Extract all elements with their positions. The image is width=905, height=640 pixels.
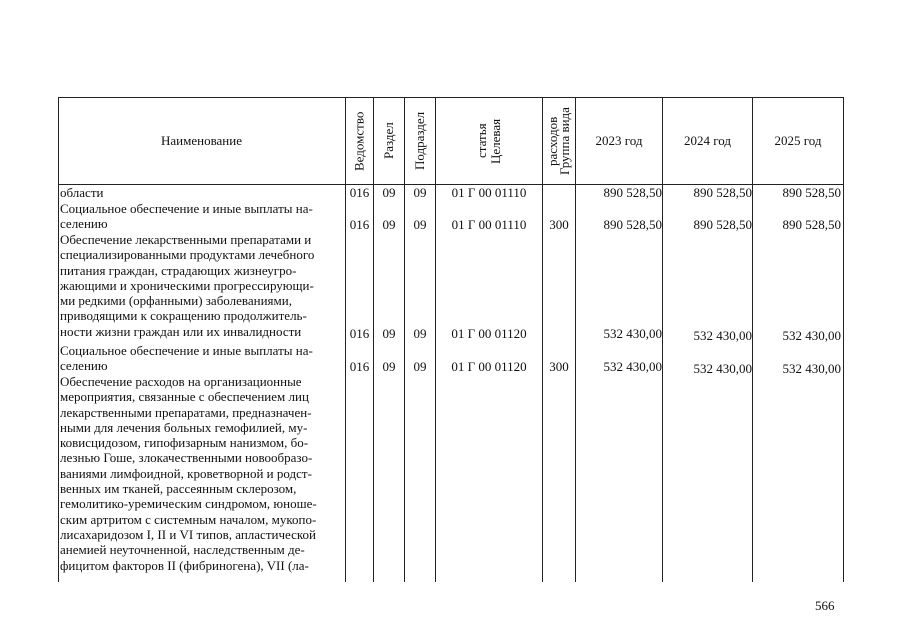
cell-celevaya: 01 Г 00 01120 (451, 359, 527, 374)
row-name-line: Социальное обеспечение и иные выплаты на- (60, 343, 313, 358)
row-name-line: приводящими к сокращению продолжитель- (60, 308, 307, 324)
row-name-line: лезнью Гоше, злокачественными новообразо- (60, 450, 313, 466)
row-name (60, 185, 344, 200)
row-name-line: ским артритом с системным началом, мукопо- (60, 511, 317, 527)
cell-podrazdel: 09 (413, 217, 427, 232)
cell-celevaya: 01 Г 00 01110 (451, 185, 527, 200)
cell-vedomstvo: 016 (349, 217, 370, 232)
row-name (60, 232, 344, 339)
cell-2025: 890 528,50 (782, 185, 841, 200)
row-name-line: ными для лечения больных гемофилией, му- (60, 419, 308, 435)
cell-2023: 532 430,00 (603, 326, 662, 341)
row-name-line: селению (60, 216, 108, 232)
col-border (843, 97, 844, 582)
row-name-line: селению (60, 358, 108, 374)
row-name-line: Социальное обеспечение и иные выплаты на- (60, 201, 313, 216)
cell-2023: 890 528,50 (603, 185, 662, 200)
header-celevaya-line1: Целевая (488, 118, 503, 164)
cell-gruppa: 300 (549, 359, 569, 374)
header-name: Наименование (161, 133, 242, 148)
cell-2024: 532 430,00 (693, 361, 752, 376)
cell-2025: 532 430,00 (782, 361, 841, 376)
cell-podrazdel: 09 (413, 326, 427, 341)
header-celevaya (436, 101, 542, 181)
header-2024: 2024 год (684, 133, 731, 148)
cell-celevaya: 01 Г 00 01110 (451, 217, 527, 232)
cell-vedomstvo: 016 (349, 359, 370, 374)
cell-2024: 890 528,50 (693, 217, 752, 232)
cell-razdel: 09 (382, 359, 396, 374)
row-name-line: фицитом факторов II (фибриногена), VII (ла- (60, 557, 309, 573)
page-number: 566 (815, 598, 835, 613)
cell-gruppa: 300 (549, 217, 569, 232)
cell-podrazdel: 09 (413, 185, 427, 200)
header-2025: 2025 год (774, 133, 822, 148)
header-podrazdel: Подраздел (412, 111, 427, 171)
cell-podrazdel: 09 (413, 359, 427, 374)
header-gruppa-line1: Группа вида (557, 107, 572, 175)
header-celevaya-line2: статья (474, 123, 489, 159)
row-name (60, 374, 344, 573)
budget-table (58, 97, 844, 582)
cell-vedomstvo: 016 (349, 326, 370, 341)
cell-2025: 532 430,00 (782, 328, 841, 343)
row-name-line: Обеспечение лекарственными препаратами и (60, 232, 312, 247)
row-name-line: питания граждан, страдающих жизнеугро- (60, 262, 297, 278)
row-name-line: ности жизни граждан или их инвалидности (60, 323, 302, 339)
cell-2025: 890 528,50 (782, 217, 841, 232)
row-name-line: анемией неуточненной, наследственным де- (60, 542, 305, 558)
row-name-line: ми редкими (орфанными) заболеваниями, (60, 293, 292, 309)
cell-2023: 532 430,00 (603, 359, 662, 374)
cell-2024: 890 528,50 (693, 185, 752, 200)
row-name-line: лисахаридозом I, II и VI типов, апластической (60, 526, 316, 542)
row-name (60, 201, 344, 232)
row-name-line: гемолитико-уремическим синдромом, юноше- (60, 496, 317, 512)
row-name-line: ваниями лимфоидной, кроветворной и родст- (60, 465, 312, 481)
header-2023: 2023 год (595, 133, 643, 148)
header-vedomstvo: Ведомство (351, 111, 367, 171)
row-name-line: мероприятия, связанные с обеспечением лиц (60, 389, 309, 405)
header-razdel: Раздел (381, 122, 396, 160)
row-name-line: лекарственными препаратами, предназначен- (60, 404, 312, 420)
cell-2023: 890 528,50 (603, 217, 662, 232)
row-name-line: специализированными продуктами лечебного (60, 247, 315, 263)
row-name-line: венных им тканей, рассеянным склерозом, (60, 481, 297, 497)
header-gruppa-line2: расходов (545, 116, 560, 166)
col-border (58, 97, 59, 582)
cell-celevaya: 01 Г 00 01120 (451, 326, 527, 341)
row-name-line: жающими и хроническими прогрессирующи- (60, 277, 314, 293)
row-name-line: Обеспечение расходов на организационные (60, 374, 302, 389)
cell-vedomstvo: 016 (349, 185, 370, 200)
row-name (60, 343, 344, 374)
cell-razdel: 09 (382, 217, 396, 232)
table-top-border (58, 97, 844, 98)
header-gruppa (543, 99, 575, 183)
cell-razdel: 09 (382, 326, 396, 341)
cell-razdel: 09 (382, 185, 396, 200)
cell-2024: 532 430,00 (693, 328, 752, 343)
row-name-line: ковисцидозом, гипофизарным нанизмом, бо- (60, 435, 309, 451)
row-name-line: области (60, 185, 104, 200)
